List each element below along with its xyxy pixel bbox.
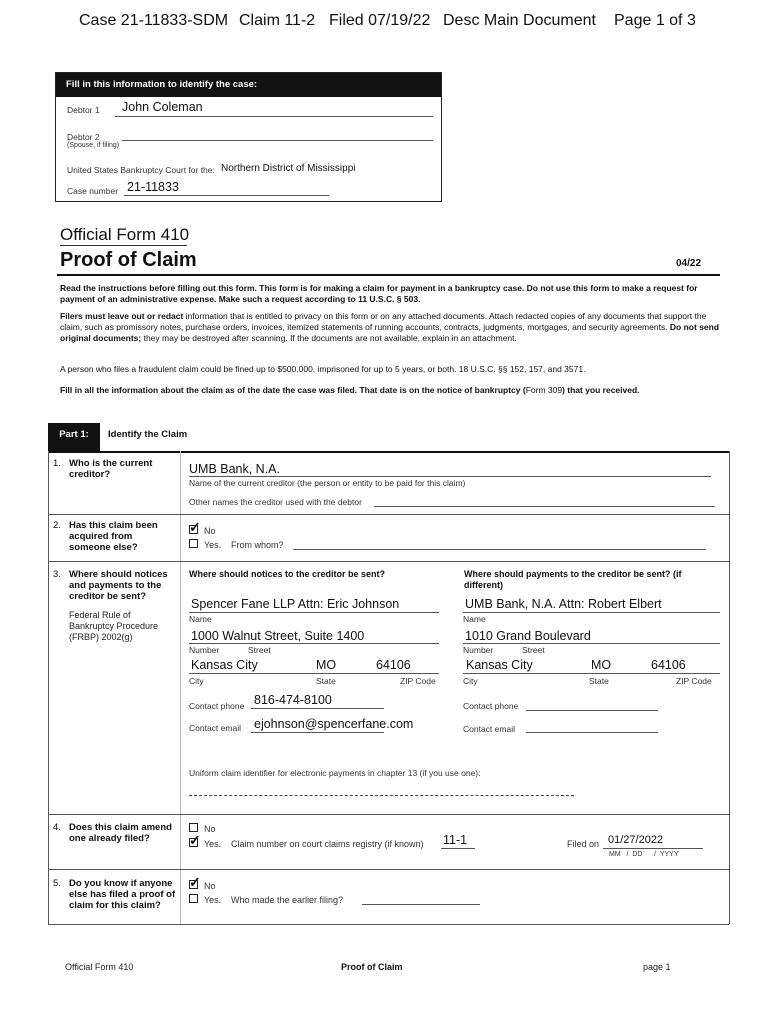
notice-email-line [251,732,384,733]
q2-no-checkmark: ✓ [189,519,201,535]
q3-question: Where should notices and payments to the creditor be sent? [69,569,168,602]
q4-filed-on-value[interactable]: 01/27/2022 [608,834,664,846]
q5-num: 5. [53,878,61,889]
court-value[interactable]: Northern District of Mississippi [221,163,356,174]
instructions-redact [60,311,725,344]
payment-email-line[interactable] [526,732,658,733]
payment-phone-line[interactable] [526,710,658,711]
payment-street-caption: Street [522,645,545,655]
q5-no-label: No [204,881,216,891]
q1-question: Who is the current creditor? [69,458,153,480]
q5-no-checkmark: ✓ [189,874,201,890]
fill-text-b: ) that you received. [562,385,640,395]
form-title: Proof of Claim [60,249,197,271]
payment-city-value[interactable]: Kansas City [466,658,533,672]
header-desc: Desc Main Document [443,12,596,29]
table-col-divider [180,451,181,924]
instructions-read: Read the instructions before filling out this form. This form is for making a claim for payment in a bankruptcy case. Do not use this form to make a request for payment of an administrative expense. Make such a request according to 11 U.S.C. § 503. [60,283,698,304]
payment-name-caption: Name [463,614,486,624]
q2-from-whom-line[interactable] [293,549,706,550]
notice-name-line [189,612,439,613]
table-right-border [729,451,730,924]
debtor2-line[interactable] [122,140,433,141]
redact-text: information that is entitled to privacy on this form or on any attached documents. Attach redacted copies of any documents that support the claim, such as promissory notes, purchase orders, invoices, itemized statements of running accounts, contracts, judgments, mortgages, and security agreements. [60,311,707,332]
q2-from-whom: From whom? [231,540,284,550]
q2-num: 2. [53,520,61,531]
notice-state-value[interactable]: MO [316,658,337,672]
debtor2-sub: (Spouse, if filing) [67,142,120,149]
q5-yes-checkbox[interactable] [189,894,198,903]
part1-title: Identify the Claim [108,429,188,440]
case-info-box [55,72,442,202]
q4-claim-number-line [441,848,475,849]
payments-heading: Where should payments to the creditor be sent? (if different) [464,569,682,590]
q4-question: Does this claim amend one already filed? [69,822,172,844]
notices-heading: Where should notices to the creditor be sent? [189,569,386,579]
q5-who-line[interactable] [362,904,480,905]
q4-no-checkbox[interactable] [189,823,198,832]
payment-name-line [463,612,720,613]
q4-yes-label: Yes. [204,839,222,849]
fill-text-a: Fill in all the information about the claim as of the date the case was filed. That date is on the notice of bankruptcy ( [60,385,526,395]
table-left-border [48,451,49,924]
q2-yes-checkbox[interactable] [189,539,198,548]
notice-number-caption: Number [189,645,220,655]
notice-city-line [189,673,439,674]
payment-email-label: Contact email [463,724,515,734]
notice-zip-caption: ZIP Code [400,676,436,686]
payment-zip-caption: ZIP Code [676,676,712,686]
notice-phone-label: Contact phone [189,701,245,711]
q2-no-label: No [204,526,216,536]
q4-date-format: MM / DD / YYYY [609,851,679,858]
redact-bold: Filers must leave out or redact [60,311,184,321]
debtor1-line [115,116,433,117]
creditor-line [189,476,711,477]
header-claim: Claim 11-2 [239,12,316,29]
title-rule [57,274,720,276]
payment-phone-label: Contact phone [463,701,519,711]
notice-street-caption: Street [248,645,271,655]
originals-text: they may be destroyed after scanning. If the documents are not available, explain in an attachment. [141,333,517,343]
case-number-line [124,195,329,196]
q4-claim-number-value[interactable]: 11-1 [443,833,468,847]
q5-yes-label: Yes. [204,895,222,905]
q4-filed-on-line [603,848,703,849]
creditor-value[interactable]: UMB Bank, N.A. [189,462,280,476]
q4-yes-checkmark: ✓ [189,832,201,848]
footer-title: Proof of Claim [341,962,403,972]
row-sep-2 [48,561,729,562]
header-page: Page 1 of 3 [614,12,696,29]
instructions-fill [60,385,725,396]
debtor1-label: Debtor 1 [67,105,100,115]
payment-state-caption: State [589,676,609,686]
payment-city-caption: City [463,676,478,686]
notice-email-label: Contact email [189,723,241,733]
q1-num: 1. [53,458,61,469]
notice-state-caption: State [316,676,336,686]
q3-num: 3. [53,569,61,580]
debtor1-value[interactable]: John Coleman [122,100,203,114]
row-sep-5 [48,924,729,925]
payment-city-line [463,673,720,674]
q4-num: 4. [53,822,61,833]
footer-form: Official Form 410 [65,962,134,972]
notice-city-caption: City [189,676,204,686]
uci-label: Uniform claim identifier for electronic payments in chapter 13 (if you use one): [189,768,481,778]
case-info-heading: Fill in this information to identify the case: [56,73,441,97]
part1-label: Part 1: [48,423,100,451]
row-sep-1 [48,514,729,515]
payment-street-value[interactable]: 1010 Grand Boulevard [465,629,591,643]
form-name-rule [60,245,187,246]
header-case: Case 21-11833-SDM [79,12,229,29]
header-filed: Filed 07/19/22 [329,12,431,29]
case-number-label: Case number [67,186,119,196]
uci-dashed-line[interactable] [189,795,574,796]
notice-street-line [189,643,439,644]
part1-rule [48,451,729,453]
notice-street-value[interactable]: 1000 Walnut Street, Suite 1400 [191,629,365,643]
row-sep-3 [48,814,729,815]
q4-claim-number-label: Claim number on court claims registry (if known) [231,839,424,849]
form-version: 04/22 [676,258,702,269]
q4-no-label: No [204,824,216,834]
payment-state-value[interactable]: MO [591,658,612,672]
payment-zip-value[interactable]: 64106 [651,658,686,672]
other-names-label: Other names the creditor used with the debtor [189,497,362,507]
notice-email-value[interactable]: ejohnson@spencerfane.com [254,717,414,731]
other-names-line[interactable] [374,506,715,507]
notice-phone-line [251,708,384,709]
notice-city-value[interactable]: Kansas City [191,658,258,672]
q3-rule-note: Federal Rule of Bankruptcy Procedure (FRBP) 2002(g) [69,610,159,642]
creditor-caption: Name of the current creditor (the person or entity to be paid for this claim) [189,478,466,488]
payment-number-caption: Number [463,645,494,655]
payment-name-value[interactable]: UMB Bank, N.A. Attn: Robert Elbert [465,597,662,611]
notice-name-caption: Name [189,614,212,624]
originals-bold: Do not send original documents; [60,322,720,343]
instructions-fraud: A person who files a fraudulent claim could be fined up to $500,000, imprisoned for up to 5 years, or both. 18 U.S.C. §§ 152, 157, and 3571. [60,364,586,374]
fill-form309: Form 309 [525,385,563,395]
q2-question: Has this claim been acquired from someone else? [69,520,158,553]
notice-name-value[interactable]: Spencer Fane LLP Attn: Eric Johnson [191,597,400,611]
notice-phone-value[interactable]: 816-474-8100 [254,693,332,707]
q4-filed-on-label: Filed on [567,839,600,849]
q5-who-label: Who made the earlier filing? [231,895,344,905]
q5-question: Do you know if anyone else has filed a proof of claim for this claim? [69,878,176,911]
row-sep-4 [48,869,729,870]
case-number-value[interactable]: 21-11833 [127,180,179,194]
debtor2-label: Debtor 2 [67,132,100,142]
payment-street-line [463,643,720,644]
notice-zip-value[interactable]: 64106 [376,658,411,672]
form-name: Official Form 410 [60,225,190,244]
q2-yes-label: Yes. [204,540,222,550]
footer-page: page 1 [643,962,671,972]
court-label: United States Bankruptcy Court for the: [67,165,215,175]
